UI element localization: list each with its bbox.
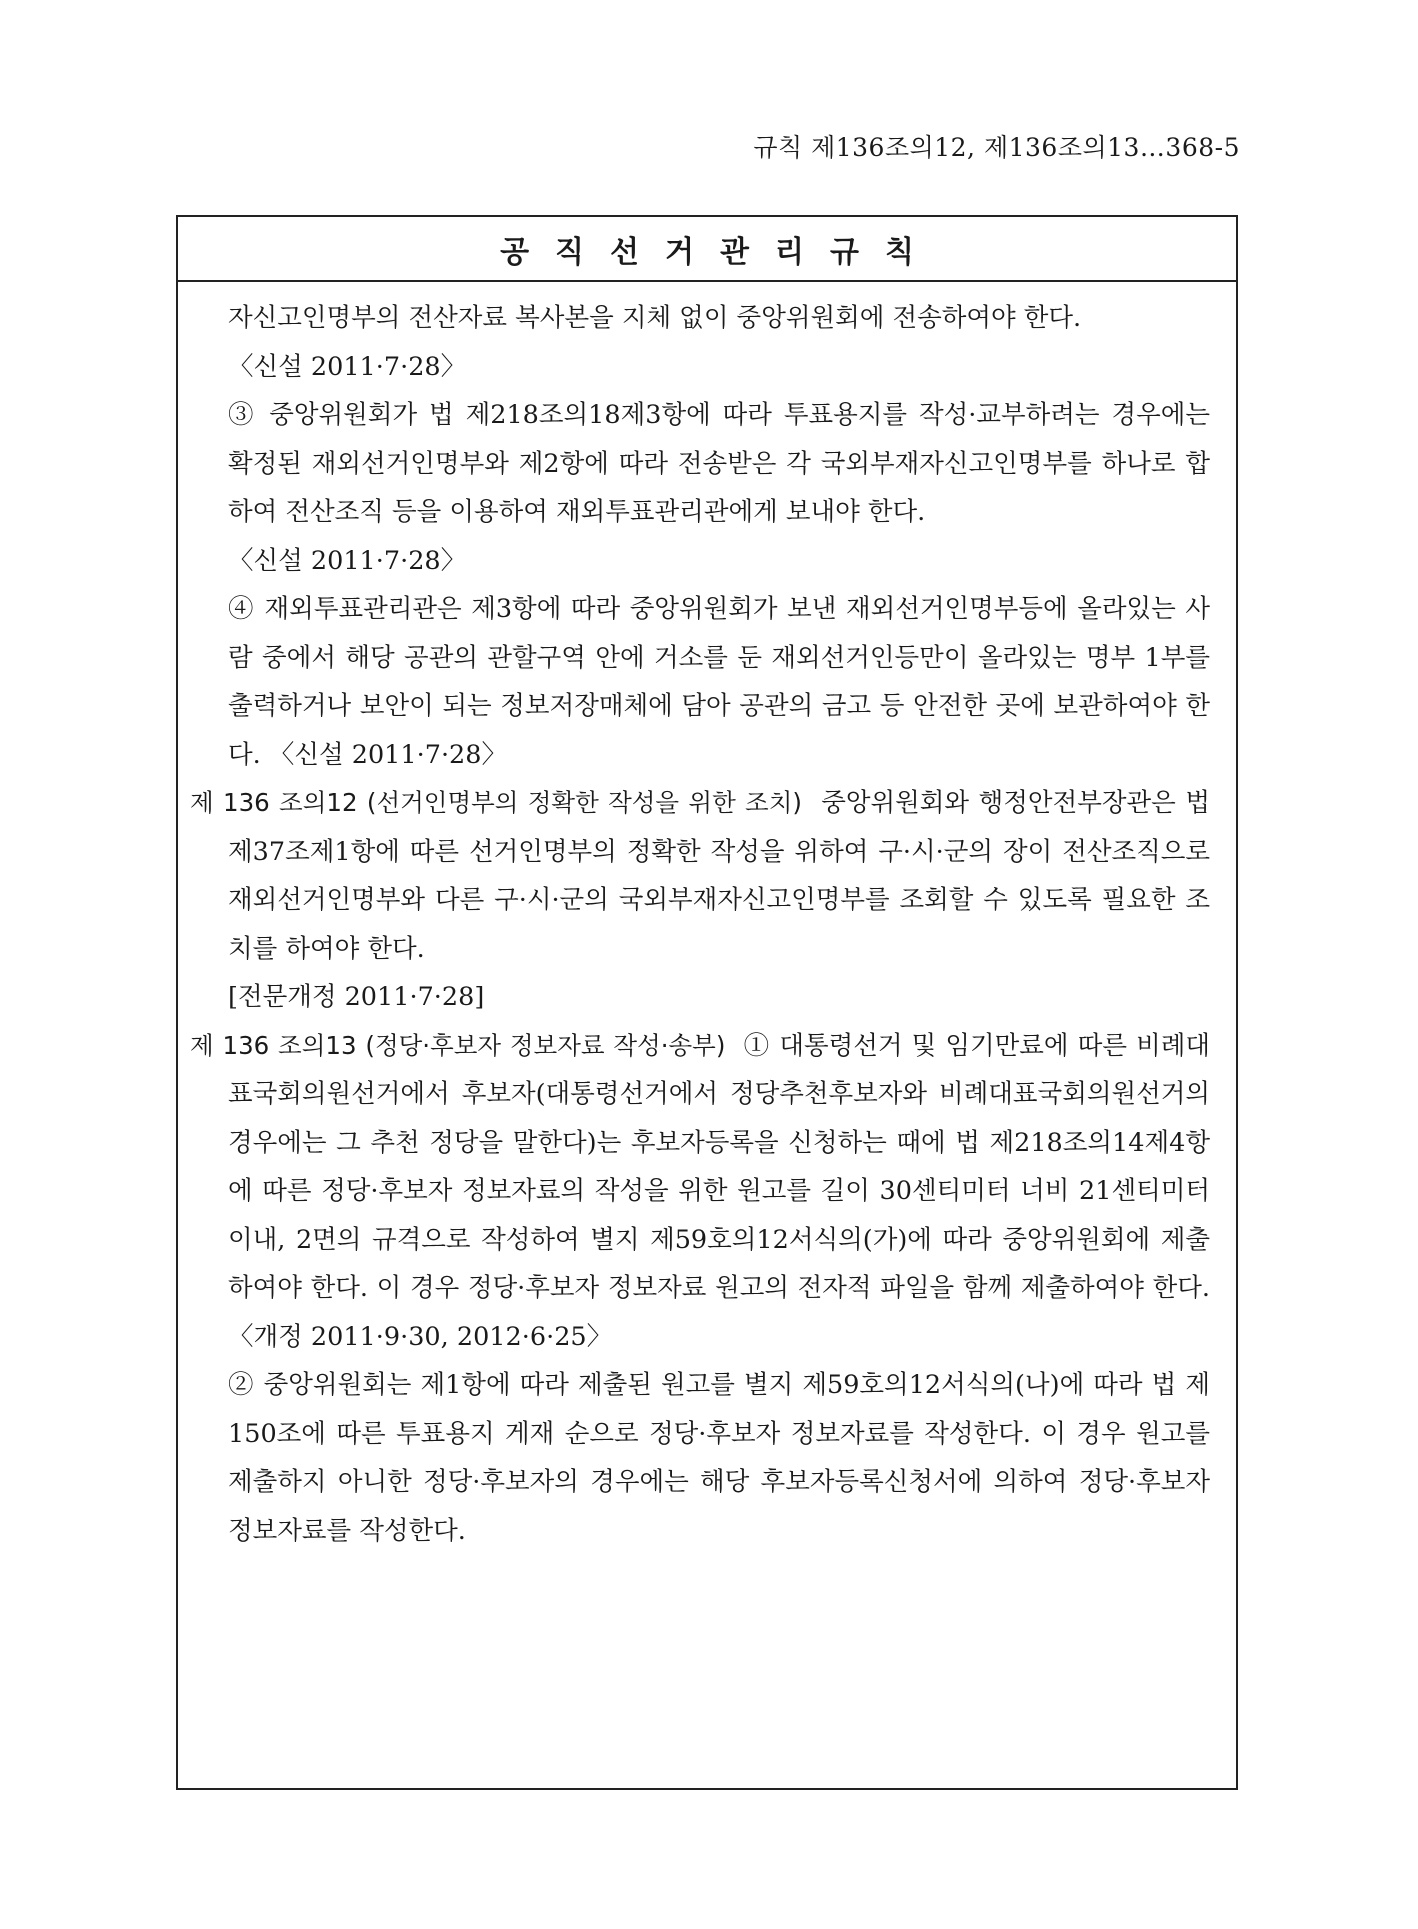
article-136-13 [190,1022,1210,1362]
document-body [178,282,1236,1555]
amendment-note: 〈신설 2011·7·28〉 [228,351,467,382]
document-title: 공직선거관리규칙 [178,217,1236,282]
article-text: 중앙위원회와 행정안전부장관은 법 제37조제1항에 따른 선거인명부의 정확한 작성을 위하여 구·시·군의 장이 전산조직으로 재외선거인명부와 다른 구·시·군의 국외부재자신고인명부를 조회할 수 있도록 필요한 조치를 하여야 한다. [228,788,1210,964]
paragraph-3: ③ 중앙위원회가 법 제218조의18제3항에 따라 투표용지를 작성·교부하려는 경우에는 확정된 재외선거인명부와 제2항에 따라 전송받은 각 국외부재자신고인명부를 하나로 합하여 전산조직 등을 이용하여 재외투표관리관에게 보내야 한다. [228,400,1210,527]
regulation-frame [176,215,1238,1790]
paragraph-2: ② 중앙위원회는 제1항에 따라 제출된 원고를 별지 제59호의12서식의(나)에 따라 법 제150조에 따른 투표용지 게재 순으로 정당·후보자 정보자료를 작성한다. 이 경우 원고를 제출하지 아니한 정당·후보자의 경우에는 해당 후보자등록신청서에 의하여 정당·후보자정보자료를 작성한다. [228,1370,1210,1546]
paragraph-4: ④ 재외투표관리관은 제3항에 따라 중앙위원회가 보낸 재외선거인명부등에 올라있는 사람 중에서 해당 공관의 관할구역 안에 거소를 둔 재외선거인등만이 올라있는 명부 1부를 출력하거나 보안이 되는 정보저장매체에 담아 공관의 금고 등 안전한 곳에 보관하여야 한다. 〈신설 2011·7·28〉 [228,594,1210,770]
amendment-note: 〈신설 2011·7·28〉 [228,545,467,576]
article-text: ① 대통령선거 및 임기만료에 따른 비례대표국회의원선거에서 후보자(대통령선거에서 정당추천후보자와 비례대표국회의원선거의 경우에는 그 추천 정당을 말한다)는 후보자등록을 신청하는 때에 법 제218조의14제4항에 따른 정당·후보자 정보자료의 작성을 위한 원고를 길이 30센티미터 너비 21센티미터 이내, 2면의 규격으로 작성하여 별지 제59호의12서식의(가)에 따라 중앙위원회에 제출하여야 한다. 이 경우 정당·후보자 정보자료 원고의 전자적 파일을 함께 제출하여야 한다. 〈개정 2011·9·30, 2012·6·25〉 [228,1030,1210,1352]
paragraph-continuation: 자신고인명부의 전산자료 복사본을 지체 없이 중앙위원회에 전송하여야 한다. [228,303,1082,333]
amendment-note: [전문개정 2011·7·28] [228,982,485,1012]
article-heading: 제 136 조의13 (정당·후보자 정보자료 작성·송부) [190,1030,726,1060]
page-reference: 규칙 제136조의12, 제136조의13…368-5 [753,133,1240,162]
article-heading: 제 136 조의12 (선거인명부의 정확한 작성을 위한 조치) [190,788,802,817]
article-136-12 [190,779,1210,973]
